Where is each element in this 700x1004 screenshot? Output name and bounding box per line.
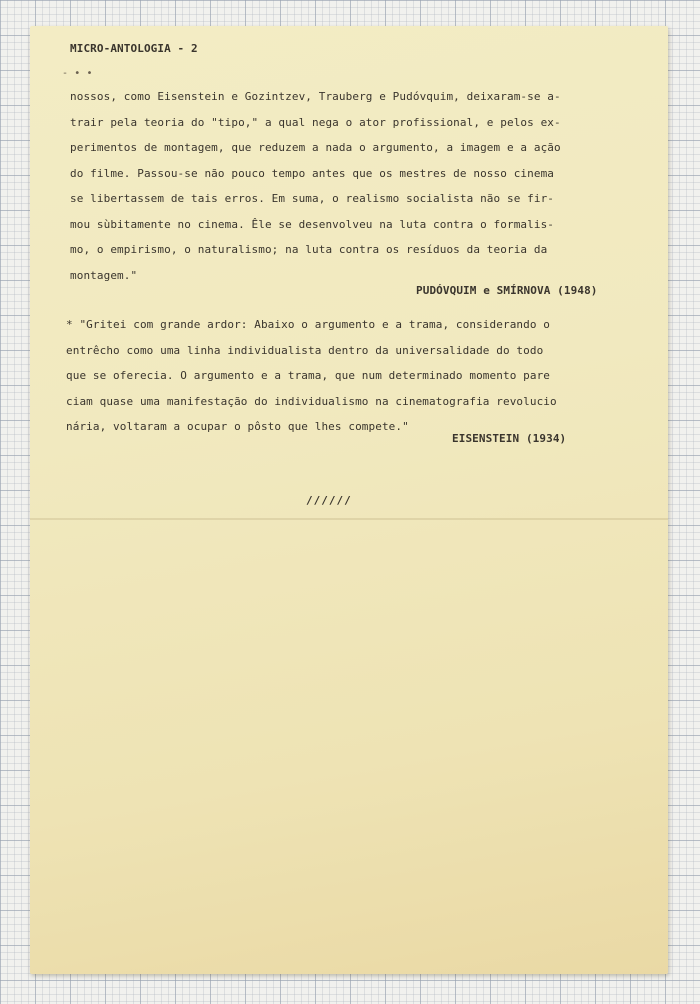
text-line: que se oferecia. O argumento e a trama, que num determinado momento pare [66,369,551,382]
text-line: perimentos de montagem, que reduzem a nada o argumento, a imagem e a ação [70,141,561,154]
text-line: mou sùbitamente no cinema. Êle se desenvolveu na luta contra o formalis- [70,217,555,231]
text-line: nossos, como Eisenstein e Gozintzev, Trauberg e Pudóvquim, deixaram-se a- [70,90,561,103]
text-line: * "Gritei com grande ardor: Abaixo o argumento e a trama, considerando o [66,318,551,331]
text-line: nária, voltaram a ocupar o pôsto que lhes compete." [66,420,409,433]
text-line: entrêcho como uma linha individualista dentro da universalidade do todo [66,343,544,357]
marginal-dots: - • • [62,68,93,79]
text-line: do filme. Passou-se não pouco tempo antes que os mestres de nosso cinema [70,166,555,180]
attribution-eisenstein: EISENSTEIN (1934) [452,432,567,445]
text-line: se libertassem de tais erros. Em suma, o realismo socialista não se fir- [70,192,555,205]
typed-page [30,26,668,974]
typewritten-text-area [30,26,668,974]
quote-paragraph-1 [70,84,650,288]
end-mark: ////// [306,494,352,507]
text-line: ciam quase uma manifestação do individualismo na cinematografia revolucio [66,394,557,408]
attribution-pudovquim-smirnova: PUDÓVQUIM e SMÍRNOVA (1948) [416,284,598,297]
text-line: montagem." [70,268,138,282]
text-line: trair pela teoria do "tipo," a qual nega o ator profissional, e pelos ex- [70,115,561,129]
page-header: MICRO-ANTOLOGIA - 2 [70,42,198,55]
text-line: mo, o empirismo, o naturalismo; na luta contra os resíduos da teoria da [70,243,548,256]
quote-paragraph-2 [66,312,646,440]
